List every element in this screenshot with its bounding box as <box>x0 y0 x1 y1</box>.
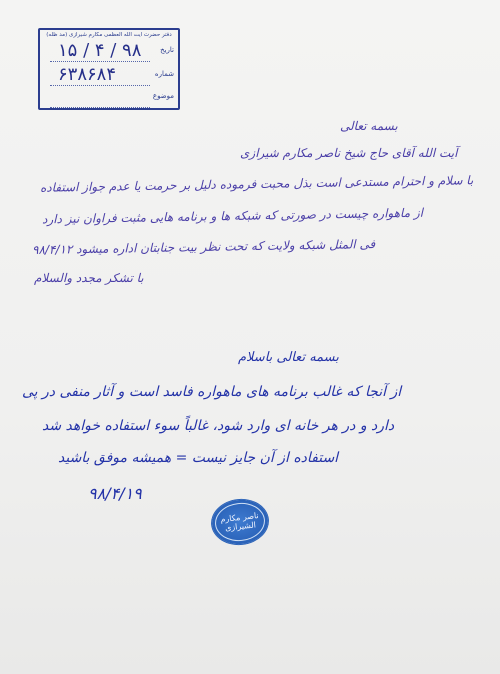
letter-line-2: از ماهواره چیست در صورتی که شبکه ها و برنامه هایی مثبت فراوان نیز دارد <box>41 205 424 227</box>
letter-line-3: فی المثل شبکه ولایت که تحت نظر بیت جنابتان اداره میشود ۹۸/۴/۱۲ <box>31 237 376 257</box>
reply-heading: بسمه تعالی باسلام <box>238 350 339 365</box>
stamp-number-label: شماره <box>154 70 174 78</box>
stamp-date-label: تاریخ <box>160 46 174 54</box>
stamp-subject-row <box>44 88 174 110</box>
stamp-subject-label: موضوع <box>152 92 174 100</box>
reply-line-1: از آنجا که غالب برنامه های ماهواره فاسد است و آثار منفی در پی <box>22 384 402 400</box>
reply-line-2: دارد و در هر خانه ای وارد شود، غالباً سوء استفاده خواهد شد <box>42 418 395 434</box>
letter-line-1: با سلام و احترام مستدعی است بذل محبت فرموده دلیل بر حرمت یا عدم جواز استفاده <box>39 173 474 195</box>
stamp-number-value: ۶۳۸۶۸۴ <box>58 64 117 85</box>
stamp-date-row <box>44 42 174 64</box>
letter-heading: بسمه تعالی <box>340 119 398 133</box>
reply-line-3: استفاده از آن جایز نیست = همیشه موفق باشید <box>58 450 339 466</box>
office-stamp <box>38 28 180 110</box>
letter-addressee: آیت الله آقای حاج شیخ ناصر مکارم شیرازی <box>240 146 458 160</box>
seal-text: ناصر مکارم الشیرازی <box>213 500 267 543</box>
reply-date: ۹۸/۴/۱۹ <box>88 484 142 503</box>
stamp-date-value: ۹۸ / ۴ / ۱۵ <box>58 40 142 61</box>
signature-seal <box>210 497 270 547</box>
stamp-number-row <box>44 66 174 88</box>
letter-closing: با تشکر مجدد والسلام <box>34 271 144 285</box>
stamp-header: دفتر حضرت آیت الله العظمی مکارم شیرازی (مد ظله) <box>46 32 172 38</box>
